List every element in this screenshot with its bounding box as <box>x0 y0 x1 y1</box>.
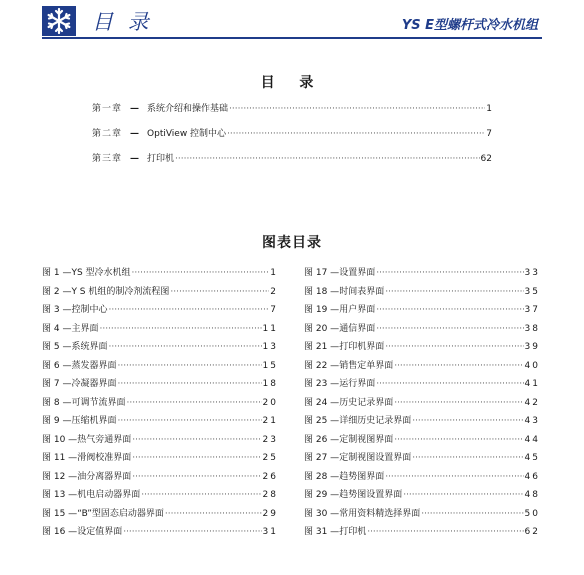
figure-label: 图 24 — <box>304 397 340 408</box>
page-number: 1 <box>486 104 492 114</box>
figure-label: 图 7 — <box>42 379 72 389</box>
figure-label: 图 22 — <box>304 360 340 371</box>
figure-label: 图 8 — <box>42 397 72 408</box>
figure-entry[interactable] <box>304 301 540 320</box>
figure-label: 图 27 — <box>304 453 340 463</box>
dot-leader <box>117 412 261 431</box>
figure-entry[interactable] <box>42 394 278 413</box>
figure-entry[interactable] <box>42 375 278 394</box>
page-number: 35 <box>524 286 540 297</box>
chapter-title: 打印机 <box>147 154 175 164</box>
page-number: 20 <box>262 397 278 408</box>
figure-title: 运行界面 <box>339 379 376 389</box>
figure-entry[interactable] <box>304 357 540 376</box>
toc-entry-chapter-2[interactable] <box>92 125 492 150</box>
page-number: 38 <box>524 323 540 334</box>
dot-leader <box>421 505 523 524</box>
figure-title: 压缩机界面 <box>71 416 117 426</box>
dot-leader <box>376 301 523 320</box>
figure-entry[interactable] <box>42 431 278 450</box>
figure-label: 图 16 — <box>42 527 78 537</box>
header-title: 目 录 <box>92 10 153 34</box>
figure-label: 图 19 — <box>304 305 340 315</box>
toc-entry-chapter-1[interactable] <box>92 100 492 125</box>
figure-label: 图 5 — <box>42 342 72 352</box>
page-number: 48 <box>524 490 540 500</box>
page-number: 50 <box>524 508 540 519</box>
figure-label: 图 31 — <box>304 527 340 537</box>
figure-title: 通信界面 <box>339 323 376 334</box>
figure-title: 主界面 <box>71 323 99 334</box>
dot-leader <box>132 468 261 487</box>
figure-entry[interactable] <box>304 264 540 283</box>
dot-leader <box>132 264 270 283</box>
figure-entry[interactable] <box>42 301 278 320</box>
figure-label: 图 9 — <box>42 416 72 426</box>
figure-label: 图 26 — <box>304 434 340 445</box>
header-product-name: YS E型螺杆式冷水机组 <box>401 18 538 33</box>
page-number: 2 <box>270 286 278 297</box>
page-number: 15 <box>262 360 278 371</box>
dot-leader <box>132 431 261 450</box>
figure-label: 图 2 — <box>42 286 72 297</box>
dot-leader <box>394 431 523 450</box>
figure-label: 图 25 — <box>304 416 340 426</box>
figure-label: 图 28 — <box>304 471 340 482</box>
chapter-title: OptiView 控制中心 <box>147 129 227 139</box>
dot-leader <box>99 320 261 339</box>
page-number: 62 <box>524 527 540 537</box>
figure-title: 销售定单界面 <box>339 360 394 371</box>
page-number: 39 <box>524 342 540 352</box>
figure-entry[interactable] <box>304 320 540 339</box>
figure-entry[interactable] <box>304 431 540 450</box>
figure-entry[interactable] <box>304 375 540 394</box>
figure-title: 打印机界面 <box>339 342 385 352</box>
figure-title: 机电启动器界面 <box>77 490 141 500</box>
figure-title: 趋势图设置界面 <box>339 490 403 500</box>
page-number: 40 <box>524 360 540 371</box>
figure-list-right <box>304 264 540 542</box>
figure-title: 滑阀校准界面 <box>77 453 132 463</box>
dot-leader <box>175 150 480 168</box>
page-number: 11 <box>262 323 278 334</box>
figure-entry[interactable] <box>42 357 278 376</box>
dot-leader <box>376 375 523 394</box>
page-number: 46 <box>524 471 540 482</box>
figure-entry[interactable] <box>304 468 540 487</box>
figure-label: 图 1 — <box>42 268 72 278</box>
dot-leader <box>394 394 523 413</box>
dot-leader <box>126 394 261 413</box>
page-number: 1 <box>270 268 278 278</box>
figure-label: 图 18 — <box>304 286 340 297</box>
figure-label: 图 20 — <box>304 323 340 334</box>
dot-leader <box>108 301 269 320</box>
figure-title: 趋势图界面 <box>339 471 385 482</box>
page-number: 29 <box>262 508 278 519</box>
figure-entry[interactable] <box>42 486 278 505</box>
header-divider <box>42 37 542 39</box>
page-number: 37 <box>524 305 540 315</box>
figure-entry[interactable] <box>304 523 540 542</box>
dot-leader <box>165 505 262 524</box>
page-header <box>0 0 584 38</box>
figure-label: 图 29 — <box>304 490 340 500</box>
figure-title: 用户界面 <box>339 305 376 315</box>
figure-label: 图 15 — <box>42 508 78 519</box>
figure-title: YS 型冷水机组 <box>71 268 131 278</box>
figure-title: 历史记录界面 <box>339 397 394 408</box>
figure-entry[interactable] <box>42 320 278 339</box>
figure-entry[interactable] <box>304 338 540 357</box>
figure-label: 图 23 — <box>304 379 340 389</box>
page-number: 28 <box>262 490 278 500</box>
figure-title: 冷凝器界面 <box>71 379 117 389</box>
dot-leader <box>412 449 523 468</box>
page-number: 43 <box>524 416 540 426</box>
page-number: 13 <box>262 342 278 352</box>
figure-label: 图 30 — <box>304 508 340 519</box>
figure-label: 图 3 — <box>42 305 72 315</box>
page-number: 44 <box>524 434 540 445</box>
dot-leader <box>403 486 523 505</box>
figure-entry[interactable] <box>304 449 540 468</box>
page-number: 45 <box>524 453 540 463</box>
figure-list-title: 图表目录 <box>262 235 322 251</box>
figure-entry[interactable] <box>304 394 540 413</box>
page-number: 7 <box>486 129 492 139</box>
figure-entry[interactable] <box>42 264 278 283</box>
dot-leader <box>376 264 523 283</box>
figure-title: “B”型固态启动器界面 <box>77 508 164 519</box>
dot-leader <box>170 283 269 302</box>
figure-list-left <box>42 264 278 542</box>
figure-label: 图 17 — <box>304 268 340 278</box>
figure-entry[interactable] <box>304 486 540 505</box>
page-number: 23 <box>262 434 278 445</box>
page-number: 33 <box>524 268 540 278</box>
dot-leader <box>376 320 523 339</box>
dot-leader <box>141 486 261 505</box>
figure-entry[interactable] <box>42 468 278 487</box>
figure-entry[interactable] <box>42 338 278 357</box>
page-number: 26 <box>262 471 278 482</box>
chapter-dash: — <box>130 104 140 114</box>
dot-leader <box>412 412 523 431</box>
figure-title: 定制视图设置界面 <box>339 453 412 463</box>
chapter-list <box>92 100 492 175</box>
page-number: 42 <box>524 397 540 408</box>
figure-label: 图 13 — <box>42 490 78 500</box>
figure-entry[interactable] <box>304 283 540 302</box>
figure-title: 详细历史记录界面 <box>339 416 412 426</box>
dot-leader <box>117 357 261 376</box>
dot-leader <box>367 523 523 542</box>
page-number: 7 <box>270 305 278 315</box>
figure-title: Y S 机组的制冷剂流程图 <box>71 286 170 297</box>
dot-leader <box>227 125 485 143</box>
dot-leader <box>123 523 261 542</box>
figure-label: 图 10 — <box>42 434 78 445</box>
page-number: 31 <box>262 527 278 537</box>
snowflake-icon <box>42 6 76 36</box>
figure-title: 热气旁通界面 <box>77 434 132 445</box>
figure-entry[interactable] <box>304 412 540 431</box>
figure-entry[interactable] <box>42 449 278 468</box>
figure-label: 图 11 — <box>42 453 78 463</box>
figure-title: 时间表界面 <box>339 286 385 297</box>
dot-leader <box>394 357 523 376</box>
figure-label: 图 6 — <box>42 360 72 371</box>
chapter-dash: — <box>130 154 140 164</box>
page-number: 41 <box>524 379 540 389</box>
dot-leader <box>385 338 523 357</box>
chapter-dash: — <box>130 129 140 139</box>
figure-title: 设置界面 <box>339 268 376 278</box>
figure-entry[interactable] <box>42 505 278 524</box>
page-number: 18 <box>262 379 278 389</box>
page-number: 25 <box>262 453 278 463</box>
dot-leader <box>108 338 261 357</box>
figure-title: 蒸发器界面 <box>71 360 117 371</box>
dot-leader <box>385 283 523 302</box>
figure-title: 设定值界面 <box>77 527 123 537</box>
figure-title: 可调节流界面 <box>71 397 126 408</box>
figure-label: 图 4 — <box>42 323 72 334</box>
figure-title: 控制中心 <box>71 305 108 315</box>
chapter-label: 第三章 <box>92 154 123 164</box>
figure-entry[interactable] <box>42 412 278 431</box>
figure-title: 常用资料精选择界面 <box>339 508 421 519</box>
page-number: 21 <box>262 416 278 426</box>
dot-leader <box>385 468 523 487</box>
dot-leader <box>229 100 485 118</box>
figure-entry[interactable] <box>42 283 278 302</box>
page-number: 62 <box>480 154 492 164</box>
toc-entry-chapter-3[interactable] <box>92 150 492 175</box>
figure-title: 定制视图界面 <box>339 434 394 445</box>
figure-title: 油分离器界面 <box>77 471 132 482</box>
figure-entry[interactable] <box>42 523 278 542</box>
chapter-label: 第二章 <box>92 129 123 139</box>
figure-title: 系统界面 <box>71 342 108 352</box>
figure-label: 图 21 — <box>304 342 340 352</box>
chapter-title: 系统介绍和操作基础 <box>147 104 229 114</box>
toc-title: 目 录 <box>260 75 324 91</box>
dot-leader <box>132 449 261 468</box>
figure-title: 打印机 <box>339 527 367 537</box>
figure-entry[interactable] <box>304 505 540 524</box>
dot-leader <box>117 375 261 394</box>
figure-label: 图 12 — <box>42 471 78 482</box>
chapter-label: 第一章 <box>92 104 123 114</box>
